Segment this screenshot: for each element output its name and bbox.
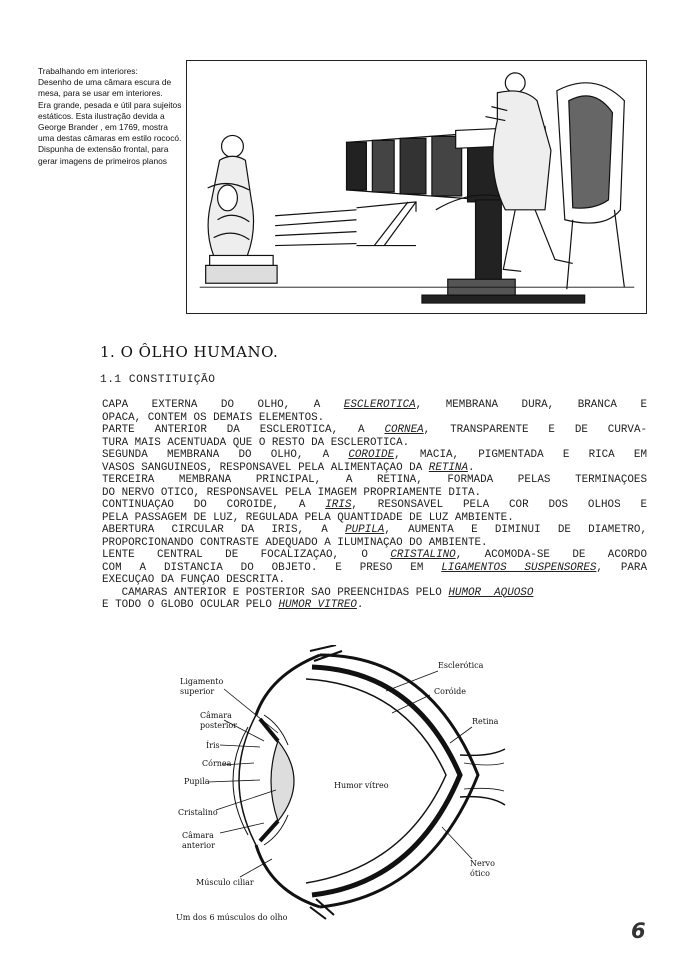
diagram-caption: Um dos 6 músculos do olho: [176, 913, 288, 922]
text-line: TERCEIRA MEMBRANA PRINCIPAL, A RETINA, FORMADA PELAS TERMINAÇÕES: [102, 474, 647, 486]
label-cornea: Córnea: [202, 759, 232, 768]
label-pupila: Pupila: [184, 777, 210, 786]
text-line: EXECUÇÃO DA FUNÇÃO DESCRITA.: [102, 574, 285, 586]
text-line: CÂMARAS ANTERIOR E POSTERIOR SÃO PREENCHIDAS PELO HUMOR AQUOSO: [102, 586, 534, 599]
text-line: CAPA EXTERNA DO OLHO, A ESCLERÓTICA, MEMBRANA DURA, BRANCA E: [102, 399, 647, 411]
label-humor-vitreo: Humor vítreo: [334, 781, 389, 790]
text-line: E TODO O GLOBO OCULAR PELO HUMOR VITREO.: [102, 599, 364, 611]
text-line: LENTE CENTRAL DE FOCALIZAÇÃO, O CRISTALINO, ACOMODA-SE DE ACORDO: [102, 549, 647, 561]
label-musculo-ciliar: Músculo ciliar: [196, 878, 254, 887]
text-line: SEGUNDA MEMBRANA DO OLHO, A COROIDE, MACIA, PIGMENTADA E RICA EM: [102, 449, 647, 461]
label-esclerotica: Esclerótica: [438, 661, 484, 670]
illustration-caption: Trabalhando em interiores: Desenho de uma câmara escura de mesa, para se usar em interiores. Era grande, pesada e útil para sujeitos estáticos. Esta ilustração devida a George Brander , em 1769, mostra uma destas câmaras em estilo rococó. Dispunha de extensão frontal, para gerar imagens de primeiros planos: [38, 66, 182, 166]
section-heading: 1. O ÔLHO HUMANO.: [100, 343, 279, 361]
camera-obscura-engraving: [186, 60, 647, 314]
engraving-drawing: [187, 61, 646, 313]
text-line: PELA PASSAGEM DE LUZ, REGULADA PELA QUANTIDADE DE LUZ AMBIENTE.: [102, 511, 514, 524]
label-iris: Íris: [206, 741, 220, 750]
label-coroide: Coróide: [434, 687, 466, 696]
label-retina: Retina: [472, 717, 499, 726]
label-ligamento-superior: Ligamento superior: [180, 677, 224, 696]
subsection-heading: 1.1 CONSTITUIÇÃO: [100, 374, 216, 386]
page-number: 6: [631, 919, 646, 943]
label-nervo-otico: Nervo ótico: [470, 859, 495, 878]
label-camara-anterior: Câmara anterior: [182, 831, 215, 850]
label-cristalino: Cristalino: [178, 808, 218, 817]
text-line: DO NERVO ÓTICO, RESPONSÁVEL PELA IMAGEM PROPRIAMENTE DITA.: [102, 486, 482, 499]
label-camara-posterior: Câmara posterior: [200, 711, 238, 730]
text-line: PARTE ANTERIOR DA ESCLERÓTICA, A CÓRNEA, TRANSPARENTE E DE CURVA-: [102, 424, 647, 436]
eye-anatomy-diagram: [160, 645, 510, 923]
text-line: VASOS SANGUINEOS, RESPONSÁVEL PELA ALIMENTAÇÃO DA RETINA.: [102, 461, 475, 474]
text-line: ABERTURA CIRCULAR DA IRIS, A PUPILA, AUMENTA E DIMINUI DE DIAMETRO,: [102, 524, 647, 536]
text-line: CONTINUAÇÃO DO COROIDE, A IRIS, RESONSÁVEL PELA COR DOS OLHOS E: [102, 499, 647, 511]
text-line: COM A DISTANCIA DO OBJETO. E PRESO EM LIGAMENTOS SUSPENSORES, PARA: [102, 561, 647, 574]
text-line: OPACA, CONTÉM OS DEMAIS ELEMENTOS.: [102, 411, 325, 424]
text-line: PROPORCIONANDO CONTRASTE ADEQUADO A ILUMINAÇÃO DO AMBIENTE.: [102, 536, 488, 549]
body-text: [102, 399, 647, 612]
text-line: TURA MAIS ACENTUADA QUE O RESTO DA ESCLERÓTICA.: [102, 436, 410, 449]
